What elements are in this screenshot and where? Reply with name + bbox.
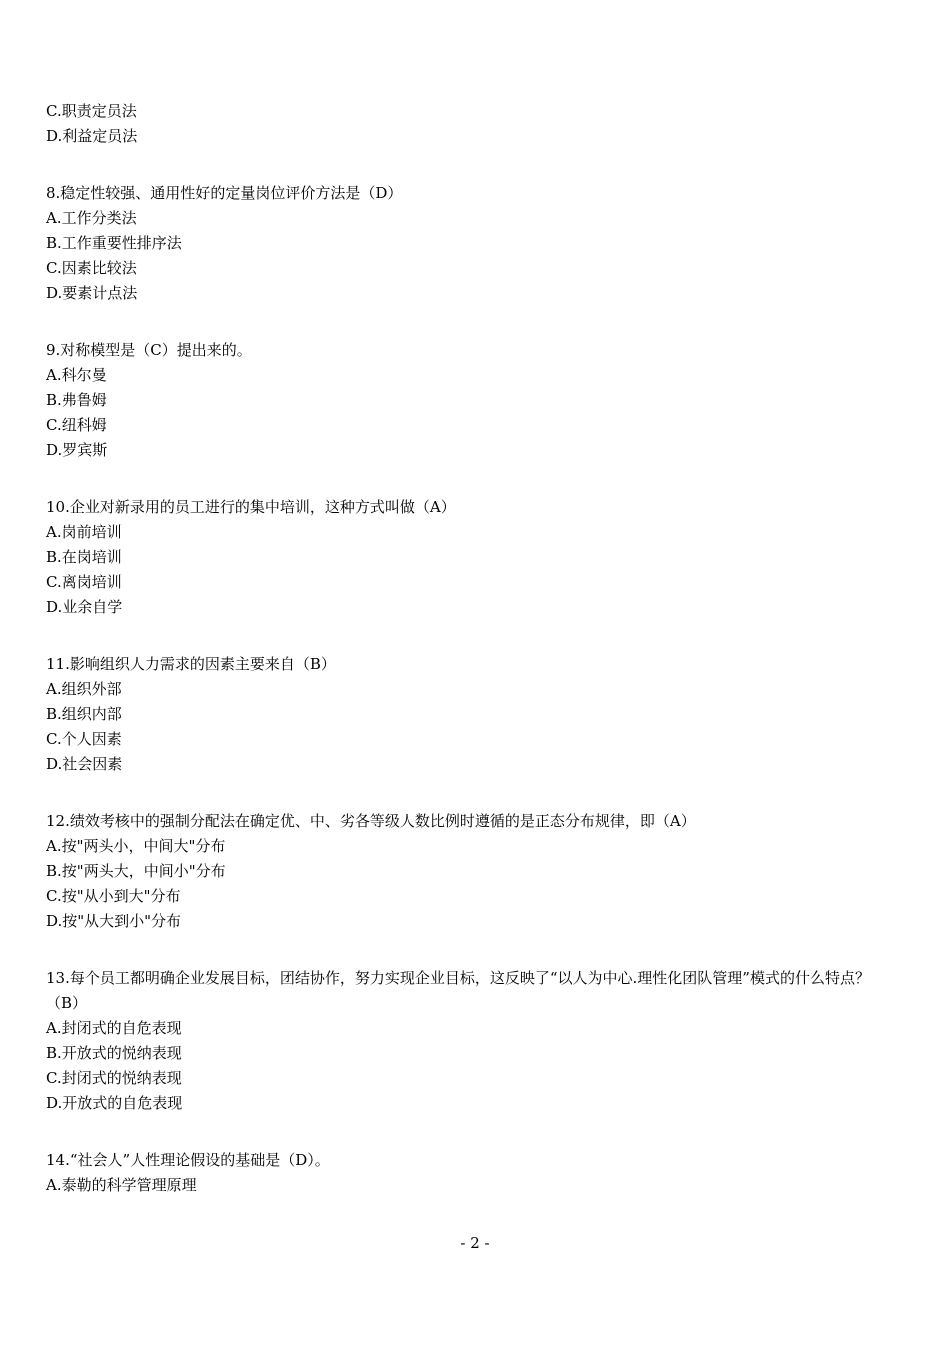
option: A.封闭式的自危表现 (46, 1019, 182, 1037)
question-8 (46, 181, 896, 306)
question-text: 10.企业对新录用的员工进行的集中培训，这种方式叫做（A） (46, 498, 456, 516)
lead-options (46, 99, 896, 149)
option: C.按"从小到大"分布 (46, 887, 181, 905)
option: A.按"两头小，中间大"分布 (46, 837, 226, 855)
question-text: 11.影响组织人力需求的因素主要来自（B） (46, 655, 336, 673)
option: D.按"从大到小"分布 (46, 912, 182, 930)
option: B.工作重要性排序法 (46, 234, 182, 252)
option: A.组织外部 (46, 680, 122, 698)
question-text: 13.每个员工都明确企业发展目标，团结协作，努力实现企业目标，这反映了“以人为中心.理性化团队管理”模式的什么特点？（B） (46, 969, 870, 1012)
option: C.因素比较法 (46, 259, 137, 277)
option: C.离岗培训 (46, 573, 122, 591)
question-13 (46, 966, 896, 1116)
option: D.要素计点法 (46, 284, 138, 302)
option: A.科尔曼 (46, 366, 107, 384)
option: D.业余自学 (46, 598, 123, 616)
question-text: 12.绩效考核中的强制分配法在确定优、中、劣各等级人数比例时遵循的是正态分布规律，即（A） (46, 812, 696, 830)
option: D.社会因素 (46, 755, 123, 773)
question-text: 8.稳定性较强、通用性好的定量岗位评价方法是（D） (46, 184, 403, 202)
option: C.个人因素 (46, 730, 122, 748)
option: C.职责定员法 (46, 102, 137, 120)
question-text: 14.“社会人”人性理论假设的基础是（D）。 (46, 1151, 330, 1169)
page-number: - 2 - (460, 1234, 490, 1252)
option: A.泰勒的科学管理原理 (46, 1176, 197, 1194)
option: B.开放式的悦纳表现 (46, 1044, 182, 1062)
option: B.按"两头大，中间小"分布 (46, 862, 226, 880)
question-9 (46, 338, 896, 463)
question-10 (46, 495, 896, 620)
option: B.在岗培训 (46, 548, 122, 566)
question-14 (46, 1148, 896, 1198)
option: B.弗鲁姆 (46, 391, 107, 409)
option: A.岗前培训 (46, 523, 122, 541)
option: C.封闭式的悦纳表现 (46, 1069, 182, 1087)
option: A.工作分类法 (46, 209, 137, 227)
option: C.纽科姆 (46, 416, 107, 434)
option: B.组织内部 (46, 705, 122, 723)
question-11 (46, 652, 896, 777)
question-text: 9.对称模型是（C）提出来的。 (46, 341, 252, 359)
option: D.利益定员法 (46, 127, 138, 145)
option: D.罗宾斯 (46, 441, 108, 459)
question-list (46, 99, 896, 1198)
option: D.开放式的自危表现 (46, 1094, 183, 1112)
question-12 (46, 809, 896, 934)
